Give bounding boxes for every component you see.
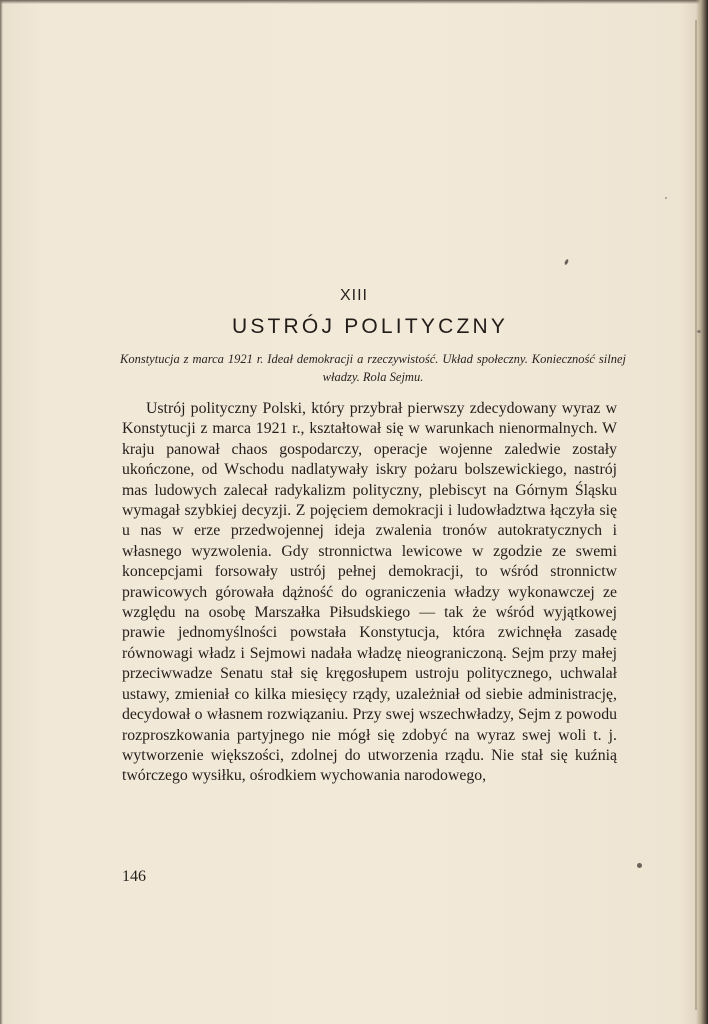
- page-binding-line: [695, 20, 697, 1010]
- page-binding-shadow: [696, 0, 708, 1024]
- page-left-edge-shadow: [0, 0, 3, 1024]
- page-top-edge-shadow: [0, 0, 708, 4]
- ink-speck: [665, 197, 667, 199]
- body-paragraph: Ustrój polityczny Polski, który przybrał pierwszy zdecydowany wyraz w Konstytucji z marca 1921 r., kształtował się w warunkach nienormalnych. W kraju panował chaos gospodarczy, operacje wojenne zaledwie zostały ukończone, od Wschodu nadlatywały iskry pożaru bolszewickiego, nastrój mas ludowych zalecał radykalizm polityczny, plebiscyt na Górnym Śląsku wymagał szybkiej decyzji. Z pojęciem demokracji i ludowładztwa łączyła się u nas w erze przedwojennej ideja zwalenia tronów autokratycznych i własnego wyzwolenia. Gdy stronnictwa lewicowe w zgodzie ze swemi koncepcjami forsowały ustrój pełnej demokracji, to wśród stronnictw prawicowych górowała dążność do ograniczenia władzy wykonawczej ze względu na osobę Marszałka Piłsudskiego — tak że wśród wyjątkowej prawie jednomyślności powstała Konstytucja, która zwichnęła zasadę równowagi władz i Sejmowi nadała władzę nieograniczoną. Sejm przy małej przeciwwadze Senatu stał się kręgosłupem ustroju politycznego, uchwalał ustawy, zmieniał co kilka miesięcy rządy, uzależniał od siebie administrację, decydował o własnem rozwiązaniu. Przy swej wszechwładzy, Sejm z powodu rozproszkowania partyjnego nie mógł się zdobyć na wyraz swej woli t. j. wytworzenie większości, zdolnej do utworzenia rządu. Nie stał się kuźnią twórczego wysiłku, ośrodkiem wychowania narodowego,: [122, 400, 617, 785]
- page-number: 146: [122, 868, 146, 885]
- chapter-summary: Konstytucja z marca 1921 r. Ideał demokracji a rzeczywistość. Układ społeczny. Konieczność silnej władzy. Rola Sejmu.: [120, 352, 626, 384]
- chapter-number: XIII: [339, 287, 368, 304]
- ink-speck: [564, 259, 569, 266]
- ink-speck: [637, 863, 642, 868]
- chapter-title: USTRÓJ POLITYCZNY: [231, 315, 509, 338]
